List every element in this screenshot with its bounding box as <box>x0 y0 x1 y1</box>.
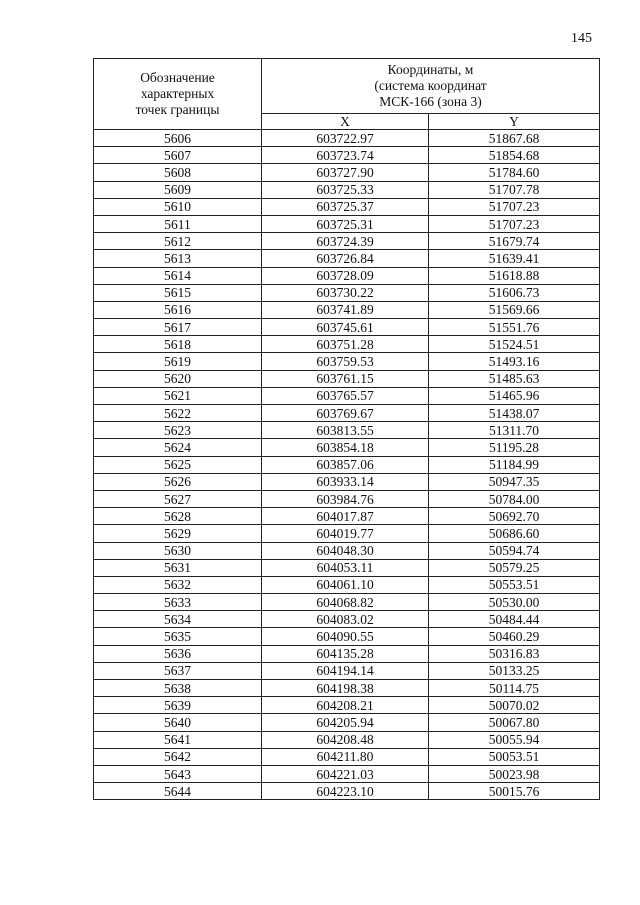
cell-point: 5618 <box>94 336 262 353</box>
cell-y: 50594.74 <box>429 542 600 559</box>
cell-x: 603769.67 <box>262 405 429 422</box>
cell-y: 51184.99 <box>429 456 600 473</box>
table-row <box>94 611 600 628</box>
cell-x: 604135.28 <box>262 645 429 662</box>
cell-y: 51707.23 <box>429 215 600 232</box>
table-row <box>94 181 600 198</box>
cell-x: 603933.14 <box>262 473 429 490</box>
cell-point: 5610 <box>94 198 262 215</box>
table-row <box>94 473 600 490</box>
cell-x: 603745.61 <box>262 319 429 336</box>
cell-y: 50316.83 <box>429 645 600 662</box>
cell-x: 603813.55 <box>262 422 429 439</box>
cell-y: 51524.51 <box>429 336 600 353</box>
table-row <box>94 662 600 679</box>
cell-y: 51639.41 <box>429 250 600 267</box>
cell-point: 5630 <box>94 542 262 559</box>
cell-x: 604019.77 <box>262 525 429 542</box>
cell-x: 603730.22 <box>262 284 429 301</box>
cell-y: 51569.66 <box>429 301 600 318</box>
header-point-designation: Обозначение характерных точек границы <box>94 59 262 130</box>
cell-point: 5631 <box>94 559 262 576</box>
cell-x: 604194.14 <box>262 662 429 679</box>
coordinates-table <box>93 58 600 800</box>
cell-point: 5637 <box>94 662 262 679</box>
cell-x: 603722.97 <box>262 130 429 147</box>
table-row <box>94 147 600 164</box>
cell-point: 5617 <box>94 319 262 336</box>
cell-y: 51618.88 <box>429 267 600 284</box>
cell-point: 5624 <box>94 439 262 456</box>
cell-x: 603984.76 <box>262 490 429 507</box>
table-row <box>94 130 600 147</box>
cell-y: 50784.00 <box>429 490 600 507</box>
cell-x: 604083.02 <box>262 611 429 628</box>
page-number: 145 <box>571 31 592 46</box>
cell-y: 50530.00 <box>429 594 600 611</box>
cell-y: 51784.60 <box>429 164 600 181</box>
table-row <box>94 319 600 336</box>
cell-y: 51311.70 <box>429 422 600 439</box>
cell-x: 603725.37 <box>262 198 429 215</box>
cell-y: 50133.25 <box>429 662 600 679</box>
cell-point: 5611 <box>94 215 262 232</box>
table-row <box>94 525 600 542</box>
cell-y: 51465.96 <box>429 387 600 404</box>
cell-point: 5608 <box>94 164 262 181</box>
cell-x: 604090.55 <box>262 628 429 645</box>
cell-point: 5638 <box>94 680 262 697</box>
table-row <box>94 508 600 525</box>
cell-point: 5641 <box>94 731 262 748</box>
table-row <box>94 198 600 215</box>
table-row <box>94 559 600 576</box>
cell-point: 5623 <box>94 422 262 439</box>
cell-x: 604208.48 <box>262 731 429 748</box>
table-row <box>94 336 600 353</box>
cell-point: 5614 <box>94 267 262 284</box>
table-row <box>94 387 600 404</box>
cell-point: 5640 <box>94 714 262 731</box>
cell-point: 5626 <box>94 473 262 490</box>
table-row <box>94 628 600 645</box>
cell-x: 604205.94 <box>262 714 429 731</box>
cell-x: 603751.28 <box>262 336 429 353</box>
table-row <box>94 215 600 232</box>
cell-y: 50947.35 <box>429 473 600 490</box>
table-body <box>94 130 600 800</box>
cell-point: 5629 <box>94 525 262 542</box>
cell-point: 5612 <box>94 233 262 250</box>
cell-y: 50015.76 <box>429 783 600 800</box>
cell-x: 603728.09 <box>262 267 429 284</box>
table-row <box>94 439 600 456</box>
cell-y: 50055.94 <box>429 731 600 748</box>
table-row <box>94 680 600 697</box>
cell-point: 5636 <box>94 645 262 662</box>
table-row <box>94 164 600 181</box>
cell-point: 5642 <box>94 748 262 765</box>
cell-y: 50686.60 <box>429 525 600 542</box>
cell-y: 51854.68 <box>429 147 600 164</box>
cell-y: 51195.28 <box>429 439 600 456</box>
cell-x: 603761.15 <box>262 370 429 387</box>
cell-y: 50114.75 <box>429 680 600 697</box>
cell-x: 603727.90 <box>262 164 429 181</box>
cell-y: 50553.51 <box>429 576 600 593</box>
cell-y: 50460.29 <box>429 628 600 645</box>
cell-point: 5609 <box>94 181 262 198</box>
cell-y: 51551.76 <box>429 319 600 336</box>
header-y: Y <box>429 114 600 130</box>
cell-y: 51485.63 <box>429 370 600 387</box>
cell-y: 51438.07 <box>429 405 600 422</box>
table-row <box>94 714 600 731</box>
table-row <box>94 250 600 267</box>
cell-point: 5628 <box>94 508 262 525</box>
cell-point: 5634 <box>94 611 262 628</box>
cell-y: 51606.73 <box>429 284 600 301</box>
cell-point: 5639 <box>94 697 262 714</box>
cell-x: 604208.21 <box>262 697 429 714</box>
cell-x: 603725.33 <box>262 181 429 198</box>
cell-point: 5635 <box>94 628 262 645</box>
table-row <box>94 370 600 387</box>
cell-x: 604221.03 <box>262 765 429 782</box>
table-row <box>94 783 600 800</box>
cell-point: 5607 <box>94 147 262 164</box>
cell-x: 604048.30 <box>262 542 429 559</box>
cell-y: 50067.80 <box>429 714 600 731</box>
cell-x: 603765.57 <box>262 387 429 404</box>
cell-x: 603724.39 <box>262 233 429 250</box>
table-header <box>94 59 600 130</box>
cell-y: 50053.51 <box>429 748 600 765</box>
table-row <box>94 422 600 439</box>
table-row <box>94 765 600 782</box>
cell-point: 5620 <box>94 370 262 387</box>
table-row <box>94 645 600 662</box>
cell-y: 51707.78 <box>429 181 600 198</box>
table-row <box>94 301 600 318</box>
cell-point: 5621 <box>94 387 262 404</box>
cell-y: 50070.02 <box>429 697 600 714</box>
cell-x: 603725.31 <box>262 215 429 232</box>
header-coordinates: Координаты, м (система координат МСК-166 (зона 3) <box>262 59 600 114</box>
cell-x: 604223.10 <box>262 783 429 800</box>
cell-x: 603759.53 <box>262 353 429 370</box>
cell-x: 604211.80 <box>262 748 429 765</box>
cell-point: 5644 <box>94 783 262 800</box>
cell-x: 603723.74 <box>262 147 429 164</box>
cell-y: 51493.16 <box>429 353 600 370</box>
table-row <box>94 748 600 765</box>
cell-y: 50484.44 <box>429 611 600 628</box>
cell-point: 5615 <box>94 284 262 301</box>
table-row <box>94 594 600 611</box>
cell-point: 5613 <box>94 250 262 267</box>
table-row <box>94 542 600 559</box>
cell-y: 50692.70 <box>429 508 600 525</box>
table-row <box>94 490 600 507</box>
cell-y: 51707.23 <box>429 198 600 215</box>
header-x: X <box>262 114 429 130</box>
cell-x: 603726.84 <box>262 250 429 267</box>
table-row <box>94 456 600 473</box>
cell-point: 5643 <box>94 765 262 782</box>
cell-x: 603854.18 <box>262 439 429 456</box>
cell-point: 5627 <box>94 490 262 507</box>
cell-point: 5616 <box>94 301 262 318</box>
table-row <box>94 731 600 748</box>
table-row <box>94 284 600 301</box>
cell-point: 5619 <box>94 353 262 370</box>
cell-point: 5625 <box>94 456 262 473</box>
cell-point: 5633 <box>94 594 262 611</box>
cell-y: 50579.25 <box>429 559 600 576</box>
table-row <box>94 233 600 250</box>
cell-y: 51867.68 <box>429 130 600 147</box>
cell-y: 51679.74 <box>429 233 600 250</box>
cell-x: 604017.87 <box>262 508 429 525</box>
cell-y: 50023.98 <box>429 765 600 782</box>
table-row <box>94 576 600 593</box>
table-row <box>94 697 600 714</box>
cell-x: 604068.82 <box>262 594 429 611</box>
cell-x: 604061.10 <box>262 576 429 593</box>
cell-point: 5622 <box>94 405 262 422</box>
cell-point: 5632 <box>94 576 262 593</box>
cell-point: 5606 <box>94 130 262 147</box>
cell-x: 603741.89 <box>262 301 429 318</box>
cell-x: 604198.38 <box>262 680 429 697</box>
table-row <box>94 405 600 422</box>
cell-x: 603857.06 <box>262 456 429 473</box>
table-row <box>94 353 600 370</box>
cell-x: 604053.11 <box>262 559 429 576</box>
table-row <box>94 267 600 284</box>
